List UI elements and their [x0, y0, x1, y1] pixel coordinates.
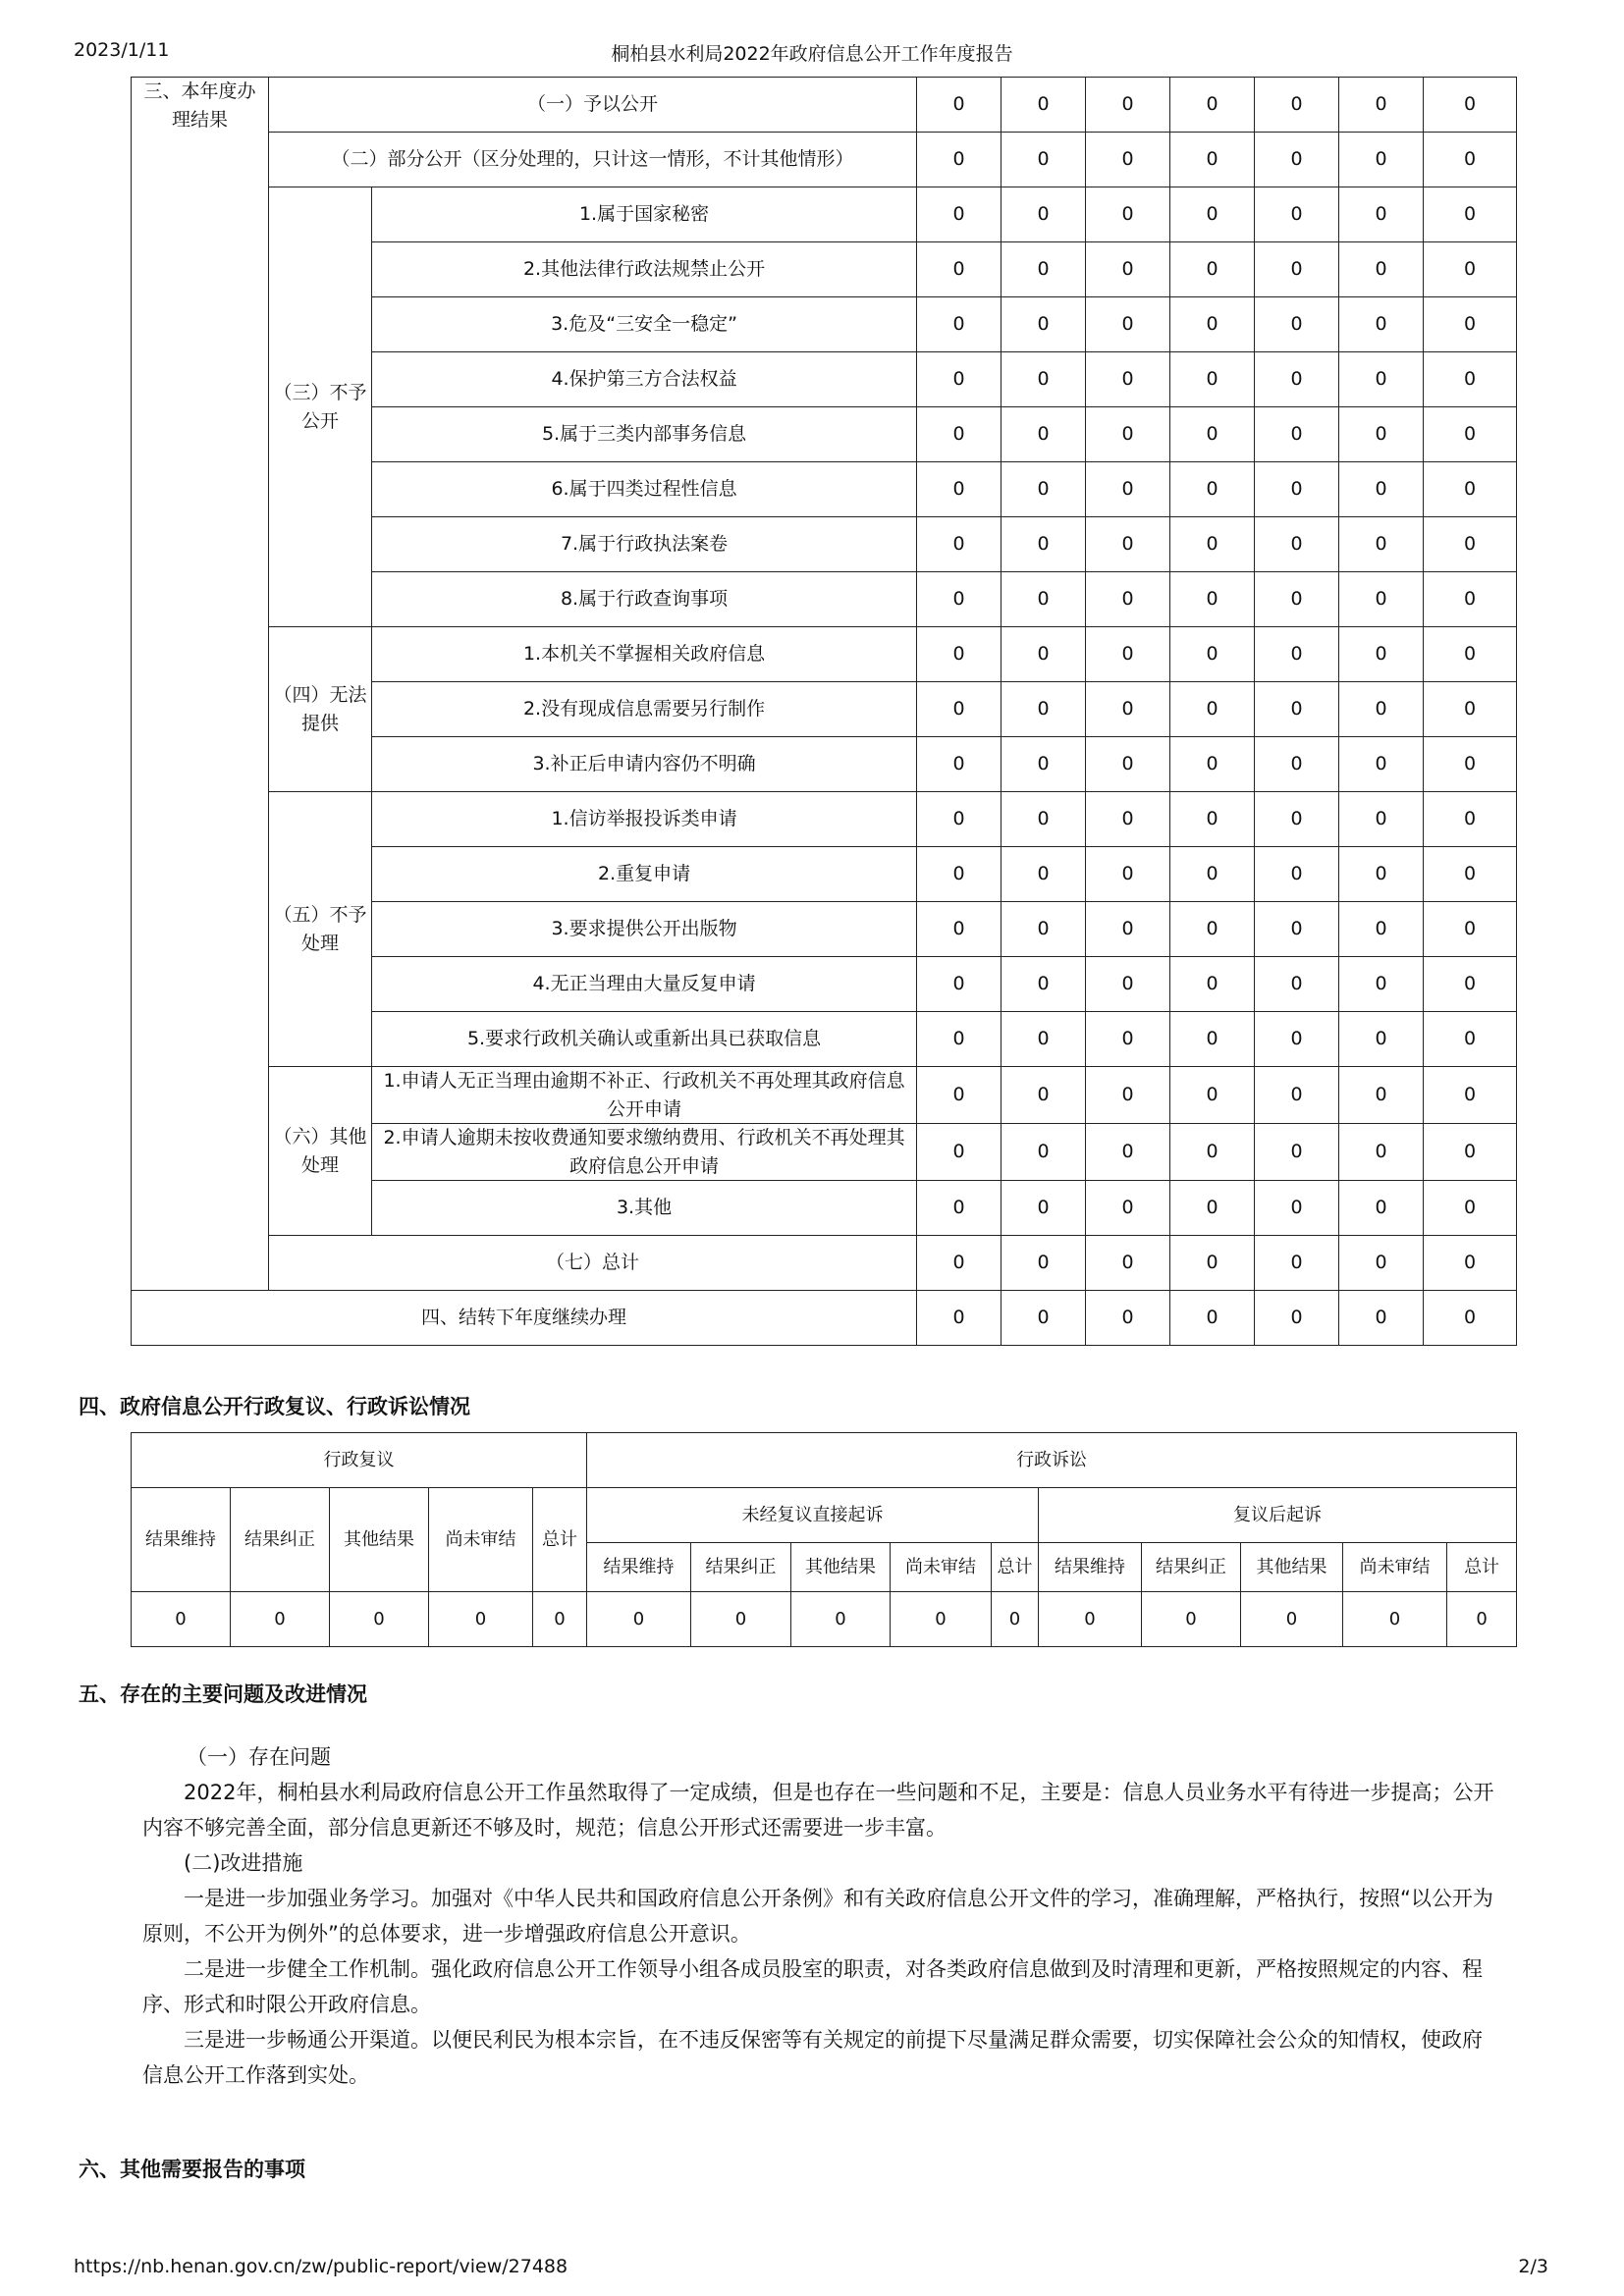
value-cell: 0 [1339, 517, 1424, 572]
page-title: 桐柏县水利局2022年政府信息公开工作年度报告 [611, 43, 1013, 65]
value-cell: 0 [1170, 352, 1255, 407]
value-cell: 0 [1170, 572, 1255, 627]
results-row [132, 627, 1517, 682]
row-label: 1.本机关不掌握相关政府信息 [372, 627, 917, 682]
value-cell: 0 [992, 1592, 1039, 1647]
value-cell: 0 [917, 133, 1001, 187]
value-cell: 0 [1170, 792, 1255, 847]
reconsideration-header: 行政复议 [132, 1433, 587, 1488]
problems-heading: （一）存在问题 [187, 1745, 331, 1769]
value-cell: 0 [1170, 627, 1255, 682]
ar-col-0: 结果维持 [1039, 1543, 1142, 1592]
value-cell: 0 [1001, 902, 1086, 957]
value-cell: 0 [1255, 902, 1339, 957]
value-cell: 0 [1170, 133, 1255, 187]
section3-label: 三、本年度办理结果 [132, 78, 269, 1291]
value-cell: 0 [1424, 462, 1517, 517]
page-url: https://nb.henan.gov.cn/zw/public-report/view/27488 [74, 2256, 568, 2277]
value-cell: 0 [1339, 78, 1424, 133]
value-cell: 0 [1086, 407, 1170, 462]
value-cell: 0 [1086, 682, 1170, 737]
value-cell: 0 [330, 1592, 429, 1647]
results-row [132, 78, 1517, 133]
value-cell: 0 [1255, 847, 1339, 902]
results-table [131, 77, 1517, 1346]
value-cell: 0 [917, 187, 1001, 242]
results-row [132, 1067, 1517, 1124]
page-number: 2/3 [1518, 2256, 1548, 2277]
problems-paragraph: 2022年，桐柏县水利局政府信息公开工作虽然取得了一定成绩，但是也存在一些问题和不足，主要是：信息人员业务水平有待进一步提高；公开内容不够完善全面，部分信息更新还不够及时，规范；信息公开形式还需要进一步丰富。 [142, 1781, 1494, 1840]
value-cell: 0 [533, 1592, 587, 1647]
after-reconsideration-header: 复议后起诉 [1039, 1488, 1517, 1543]
value-cell: 0 [1039, 1592, 1142, 1647]
group-label: （六）其他处理 [269, 1067, 372, 1236]
value-cell: 0 [1170, 1012, 1255, 1067]
ar-col-1: 结果纠正 [1142, 1543, 1241, 1592]
value-cell: 0 [429, 1592, 533, 1647]
row-label: 3.其他 [372, 1181, 917, 1236]
value-cell: 0 [1424, 187, 1517, 242]
value-cell: 0 [1424, 682, 1517, 737]
row-label: （二）部分公开（区分处理的，只计这一情形，不计其他情形） [269, 133, 917, 187]
row-label: 5.属于三类内部事务信息 [372, 407, 917, 462]
group-label: （四）无法提供 [269, 627, 372, 792]
litigation-table [131, 1432, 1517, 1647]
value-cell: 0 [1170, 1067, 1255, 1124]
row-label: 3.要求提供公开出版物 [372, 902, 917, 957]
ds-col-2: 其他结果 [791, 1543, 891, 1592]
value-cell: 0 [1255, 1067, 1339, 1124]
value-cell: 0 [1424, 78, 1517, 133]
value-cell: 0 [1424, 847, 1517, 902]
value-cell: 0 [917, 682, 1001, 737]
row-label: 3.危及“三安全一稳定” [372, 297, 917, 352]
value-cell: 0 [1424, 407, 1517, 462]
value-cell: 0 [1170, 242, 1255, 297]
value-cell: 0 [1086, 572, 1170, 627]
value-cell: 0 [1001, 737, 1086, 792]
row-label: 3.补正后申请内容仍不明确 [372, 737, 917, 792]
row-label: （一）予以公开 [269, 78, 917, 133]
value-cell: 0 [1086, 847, 1170, 902]
value-cell: 0 [1424, 572, 1517, 627]
ar-col-4: 总计 [1447, 1543, 1517, 1592]
value-cell: 0 [1086, 517, 1170, 572]
value-cell: 0 [1424, 133, 1517, 187]
value-cell: 0 [1170, 957, 1255, 1012]
value-cell: 0 [1255, 1236, 1339, 1291]
value-cell: 0 [917, 1012, 1001, 1067]
value-cell: 0 [1086, 737, 1170, 792]
value-cell: 0 [1001, 187, 1086, 242]
value-cell: 0 [1086, 1124, 1170, 1181]
value-cell: 0 [1339, 957, 1424, 1012]
carryover-label: 四、结转下年度继续办理 [132, 1291, 917, 1346]
value-cell: 0 [1339, 1236, 1424, 1291]
value-cell: 0 [1255, 78, 1339, 133]
row-label: 6.属于四类过程性信息 [372, 462, 917, 517]
value-cell: 0 [1086, 1067, 1170, 1124]
litigation-header: 行政诉讼 [587, 1433, 1517, 1488]
direct-suit-header: 未经复议直接起诉 [587, 1488, 1039, 1543]
value-cell: 0 [1170, 847, 1255, 902]
value-cell: 0 [891, 1592, 992, 1647]
value-cell: 0 [1424, 517, 1517, 572]
value-cell: 0 [917, 1067, 1001, 1124]
value-cell: 0 [1001, 847, 1086, 902]
value-cell: 0 [1339, 1124, 1424, 1181]
value-cell: 0 [917, 297, 1001, 352]
results-row [132, 133, 1517, 187]
value-cell: 0 [917, 1124, 1001, 1181]
value-cell: 0 [1170, 902, 1255, 957]
value-cell: 0 [1170, 1291, 1255, 1346]
value-cell: 0 [1255, 187, 1339, 242]
section6-title: 六、其他需要报告的事项 [79, 2158, 305, 2181]
value-cell: 0 [1001, 462, 1086, 517]
value-cell: 0 [917, 847, 1001, 902]
row-label: （七）总计 [269, 1236, 917, 1291]
value-cell: 0 [1339, 902, 1424, 957]
print-date: 2023/1/11 [74, 39, 170, 61]
rc-col-4: 总计 [533, 1488, 587, 1592]
results-row [132, 187, 1517, 242]
value-cell: 0 [1447, 1592, 1517, 1647]
value-cell: 0 [1424, 297, 1517, 352]
value-cell: 0 [1170, 682, 1255, 737]
value-cell: 0 [132, 1592, 231, 1647]
value-cell: 0 [1424, 957, 1517, 1012]
value-cell: 0 [1086, 627, 1170, 682]
value-cell: 0 [1086, 78, 1170, 133]
value-cell: 0 [1001, 792, 1086, 847]
rc-col-3: 尚未审结 [429, 1488, 533, 1592]
value-cell: 0 [1255, 792, 1339, 847]
value-cell: 0 [1339, 792, 1424, 847]
group-label: （五）不予处理 [269, 792, 372, 1067]
value-cell: 0 [1255, 682, 1339, 737]
value-cell: 0 [1424, 1236, 1517, 1291]
value-cell: 0 [1001, 352, 1086, 407]
value-cell: 0 [1001, 1124, 1086, 1181]
ar-col-3: 尚未审结 [1343, 1543, 1447, 1592]
row-label: 1.申请人无正当理由逾期不补正、行政机关不再处理其政府信息公开申请 [372, 1067, 917, 1124]
value-cell: 0 [1170, 737, 1255, 792]
value-cell: 0 [1086, 792, 1170, 847]
value-cell: 0 [1424, 792, 1517, 847]
value-cell: 0 [691, 1592, 791, 1647]
value-cell: 0 [1001, 682, 1086, 737]
value-cell: 0 [917, 792, 1001, 847]
ar-col-2: 其他结果 [1241, 1543, 1343, 1592]
row-label: 2.重复申请 [372, 847, 917, 902]
value-cell: 0 [1343, 1592, 1447, 1647]
value-cell: 0 [917, 407, 1001, 462]
rc-col-0: 结果维持 [132, 1488, 231, 1592]
value-cell: 0 [1255, 627, 1339, 682]
value-cell: 0 [1255, 1012, 1339, 1067]
value-cell: 0 [1001, 133, 1086, 187]
value-cell: 0 [1001, 1291, 1086, 1346]
value-cell: 0 [1424, 1067, 1517, 1124]
value-cell: 0 [1339, 1067, 1424, 1124]
value-cell: 0 [1170, 1236, 1255, 1291]
measure-2-paragraph: 二是进一步健全工作机制。强化政府信息公开工作领导小组各成员股室的职责，对各类政府信息做到及时清理和更新，严格按照规定的内容、程序、形式和时限公开政府信息。 [142, 1957, 1483, 2016]
value-cell: 0 [1255, 737, 1339, 792]
measure-1-paragraph: 一是进一步加强业务学习。加强对《中华人民共和国政府信息公开条例》和有关政府信息公开文件的学习，准确理解，严格执行，按照“以公开为原则，不公开为例外”的总体要求，进一步增强政府信息公开意识。 [142, 1887, 1493, 1946]
value-cell: 0 [1170, 517, 1255, 572]
value-cell: 0 [1001, 407, 1086, 462]
row-label: 7.属于行政执法案卷 [372, 517, 917, 572]
ds-col-0: 结果维持 [587, 1543, 691, 1592]
value-cell: 0 [1241, 1592, 1343, 1647]
row-label: 1.信访举报投诉类申请 [372, 792, 917, 847]
value-cell: 0 [1424, 627, 1517, 682]
value-cell: 0 [1339, 1291, 1424, 1346]
value-cell: 0 [1086, 187, 1170, 242]
value-cell: 0 [1001, 517, 1086, 572]
value-cell: 0 [1255, 242, 1339, 297]
measures-heading: (二)改进措施 [184, 1851, 303, 1875]
value-cell: 0 [1255, 1124, 1339, 1181]
value-cell: 0 [1001, 1067, 1086, 1124]
value-cell: 0 [1001, 1012, 1086, 1067]
value-cell: 0 [1255, 1181, 1339, 1236]
value-cell: 0 [1339, 682, 1424, 737]
value-cell: 0 [1086, 1181, 1170, 1236]
row-label: 1.属于国家秘密 [372, 187, 917, 242]
row-label: 5.要求行政机关确认或重新出具已获取信息 [372, 1012, 917, 1067]
value-cell: 0 [1255, 517, 1339, 572]
value-cell: 0 [1339, 627, 1424, 682]
value-cell: 0 [1424, 737, 1517, 792]
value-cell: 0 [1339, 242, 1424, 297]
value-cell: 0 [1339, 352, 1424, 407]
value-cell: 0 [917, 517, 1001, 572]
value-cell: 0 [917, 462, 1001, 517]
value-cell: 0 [1424, 1124, 1517, 1181]
value-cell: 0 [917, 352, 1001, 407]
section4-title: 四、政府信息公开行政复议、行政诉讼情况 [79, 1395, 470, 1418]
value-cell: 0 [1170, 187, 1255, 242]
value-cell: 0 [1142, 1592, 1241, 1647]
value-cell: 0 [1424, 1181, 1517, 1236]
value-cell: 0 [1339, 572, 1424, 627]
value-cell: 0 [1001, 1181, 1086, 1236]
value-cell: 0 [1424, 242, 1517, 297]
carryover-row [132, 1291, 1517, 1346]
value-cell: 0 [1086, 902, 1170, 957]
value-cell: 0 [587, 1592, 691, 1647]
value-cell: 0 [1170, 462, 1255, 517]
value-cell: 0 [1339, 847, 1424, 902]
value-cell: 0 [917, 902, 1001, 957]
ds-col-1: 结果纠正 [691, 1543, 791, 1592]
value-cell: 0 [917, 1181, 1001, 1236]
value-cell: 0 [1339, 1012, 1424, 1067]
value-cell: 0 [1339, 462, 1424, 517]
value-cell: 0 [1424, 352, 1517, 407]
rc-col-2: 其他结果 [330, 1488, 429, 1592]
value-cell: 0 [1001, 297, 1086, 352]
value-cell: 0 [1086, 462, 1170, 517]
value-cell: 0 [1339, 133, 1424, 187]
value-cell: 0 [1339, 407, 1424, 462]
value-cell: 0 [1086, 1291, 1170, 1346]
value-cell: 0 [231, 1592, 330, 1647]
value-cell: 0 [1170, 407, 1255, 462]
value-cell: 0 [917, 242, 1001, 297]
value-cell: 0 [1086, 1012, 1170, 1067]
row-label: 2.其他法律行政法规禁止公开 [372, 242, 917, 297]
value-cell: 0 [917, 737, 1001, 792]
row-label: 4.无正当理由大量反复申请 [372, 957, 917, 1012]
value-cell: 0 [917, 572, 1001, 627]
value-cell: 0 [1339, 737, 1424, 792]
rc-col-1: 结果纠正 [231, 1488, 330, 1592]
value-cell: 0 [1170, 78, 1255, 133]
value-cell: 0 [1255, 462, 1339, 517]
value-cell: 0 [1086, 957, 1170, 1012]
value-cell: 0 [917, 957, 1001, 1012]
value-cell: 0 [1255, 352, 1339, 407]
value-cell: 0 [1424, 1012, 1517, 1067]
value-cell: 0 [917, 1236, 1001, 1291]
results-row [132, 1236, 1517, 1291]
value-cell: 0 [1001, 627, 1086, 682]
group-label: （三）不予公开 [269, 187, 372, 627]
value-cell: 0 [791, 1592, 891, 1647]
value-cell: 0 [1170, 297, 1255, 352]
value-cell: 0 [1424, 1291, 1517, 1346]
value-cell: 0 [1255, 297, 1339, 352]
ds-col-3: 尚未审结 [891, 1543, 992, 1592]
value-cell: 0 [1086, 352, 1170, 407]
value-cell: 0 [1339, 1181, 1424, 1236]
value-cell: 0 [1086, 1236, 1170, 1291]
value-cell: 0 [1339, 297, 1424, 352]
value-cell: 0 [917, 1291, 1001, 1346]
value-cell: 0 [1086, 297, 1170, 352]
value-cell: 0 [1255, 133, 1339, 187]
row-label: 4.保护第三方合法权益 [372, 352, 917, 407]
value-cell: 0 [1086, 133, 1170, 187]
value-cell: 0 [1001, 957, 1086, 1012]
row-label: 2.没有现成信息需要另行制作 [372, 682, 917, 737]
measure-3-paragraph: 三是进一步畅通公开渠道。以便民利民为根本宗旨，在不违反保密等有关规定的前提下尽量满足群众需要，切实保障社会公众的知情权，使政府信息公开工作落到实处。 [142, 2028, 1483, 2087]
value-cell: 0 [1001, 1236, 1086, 1291]
value-cell: 0 [917, 78, 1001, 133]
results-row [132, 792, 1517, 847]
value-cell: 0 [1339, 187, 1424, 242]
row-label: 8.属于行政查询事项 [372, 572, 917, 627]
value-cell: 0 [1170, 1124, 1255, 1181]
ds-col-4: 总计 [992, 1543, 1039, 1592]
value-cell: 0 [1255, 407, 1339, 462]
section5-title: 五、存在的主要问题及改进情况 [79, 1682, 367, 1706]
value-cell: 0 [917, 627, 1001, 682]
value-cell: 0 [1255, 957, 1339, 1012]
value-cell: 0 [1086, 242, 1170, 297]
value-cell: 0 [1255, 572, 1339, 627]
value-cell: 0 [1001, 78, 1086, 133]
value-cell: 0 [1001, 242, 1086, 297]
value-cell: 0 [1170, 1181, 1255, 1236]
row-label: 2.申请人逾期未按收费通知要求缴纳费用、行政机关不再处理其政府信息公开申请 [372, 1124, 917, 1181]
value-cell: 0 [1001, 572, 1086, 627]
value-cell: 0 [1424, 902, 1517, 957]
value-cell: 0 [1255, 1291, 1339, 1346]
